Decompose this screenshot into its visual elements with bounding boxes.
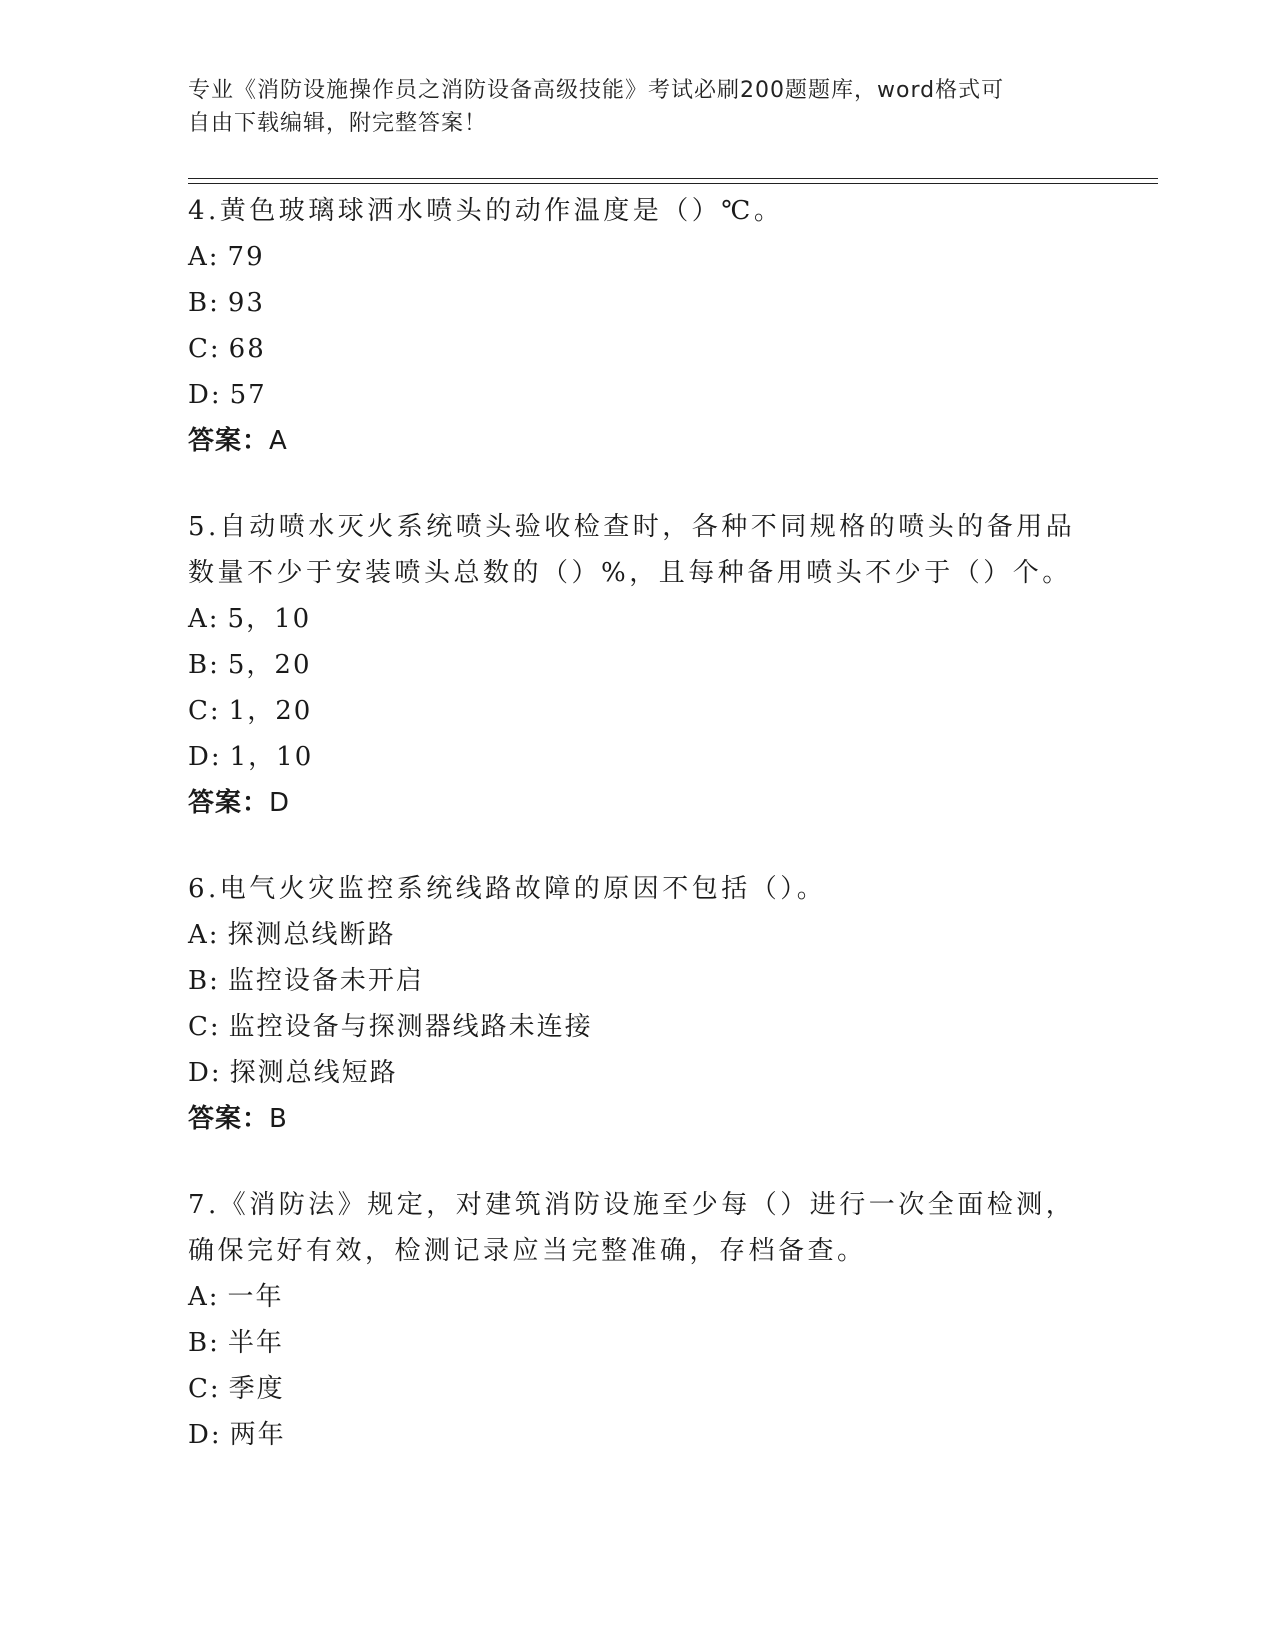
option-d (188, 372, 1088, 418)
question-6 (188, 866, 1088, 1142)
answer-label: 答案： (188, 426, 270, 456)
option-text: 1，10 (229, 742, 314, 772)
option-c (188, 1366, 1088, 1412)
answer-value: B (269, 1104, 288, 1134)
answer-value: D (269, 788, 291, 818)
option-text: 监控设备与探测器线路未连接 (228, 1012, 593, 1042)
option-d (188, 1050, 1088, 1096)
option-letter: B: (188, 1328, 220, 1358)
option-text: 68 (228, 334, 266, 364)
option-letter: A: (188, 242, 220, 272)
option-letter: C: (188, 1012, 221, 1042)
option-letter: C: (188, 334, 221, 364)
option-text: 79 (227, 242, 265, 272)
option-text: 探测总线断路 (227, 920, 396, 950)
option-a (188, 596, 1088, 642)
question-stem: 6.电气火灾监控系统线路故障的原因不包括（）。 (188, 874, 827, 904)
answer-label: 答案： (188, 1104, 270, 1134)
option-letter: C: (188, 696, 221, 726)
answer-line (188, 1096, 1088, 1142)
option-letter: A: (188, 1282, 220, 1312)
option-text: 一年 (227, 1282, 284, 1312)
option-text: 57 (229, 380, 267, 410)
option-letter: A: (188, 920, 220, 950)
option-a (188, 234, 1088, 280)
option-text: 5，10 (227, 604, 312, 634)
option-c (188, 326, 1088, 372)
answer-line (188, 418, 1088, 464)
question-5 (188, 504, 1088, 826)
option-letter: D: (188, 1058, 222, 1088)
option-text: 半年 (227, 1328, 284, 1358)
header-divider-bottom (188, 183, 1158, 184)
option-letter: B: (188, 288, 220, 318)
option-b (188, 642, 1088, 688)
question-stem: 4.黄色玻璃球洒水喷头的动作温度是（）℃。 (188, 196, 784, 226)
question-7 (188, 1182, 1088, 1458)
option-b (188, 1320, 1088, 1366)
option-letter: B: (188, 650, 220, 680)
option-letter: D: (188, 380, 222, 410)
question-list (188, 188, 1088, 1498)
answer-label: 答案： (188, 788, 270, 818)
option-letter: C: (188, 1374, 221, 1404)
option-text: 两年 (229, 1420, 286, 1450)
option-text: 季度 (228, 1374, 285, 1404)
answer-line (188, 780, 1088, 826)
option-b (188, 280, 1088, 326)
option-letter: A: (188, 604, 220, 634)
answer-value: A (269, 426, 288, 456)
option-d (188, 1412, 1088, 1458)
option-b (188, 958, 1088, 1004)
question-stem: 5.自动喷水灭火系统喷头验收检查时，各种不同规格的喷头的备用品数量不少于安装喷头总数的（）%，且每种备用喷头不少于（）个。 (188, 512, 1076, 588)
header-divider-top (188, 178, 1158, 179)
document-header (188, 74, 1068, 140)
option-letter: D: (188, 742, 222, 772)
header-line-1: 专业《消防设施操作员之消防设备高级技能》考试必刷200题题库，word格式可 (188, 78, 1005, 103)
option-c (188, 1004, 1088, 1050)
option-text: 监控设备未开启 (227, 966, 424, 996)
option-c (188, 688, 1088, 734)
header-line-2: 自由下载编辑，附完整答案！ (188, 111, 488, 136)
option-d (188, 734, 1088, 780)
option-text: 探测总线短路 (229, 1058, 398, 1088)
option-a (188, 912, 1088, 958)
option-text: 5，20 (227, 650, 312, 680)
option-letter: B: (188, 966, 220, 996)
option-text: 93 (227, 288, 265, 318)
option-letter: D: (188, 1420, 222, 1450)
option-a (188, 1274, 1088, 1320)
question-stem: 7.《消防法》规定，对建筑消防设施至少每（）进行一次全面检测，确保完好有效，检测记录应当完整准确，存档备查。 (188, 1190, 1076, 1266)
option-text: 1，20 (228, 696, 313, 726)
question-4 (188, 188, 1088, 464)
